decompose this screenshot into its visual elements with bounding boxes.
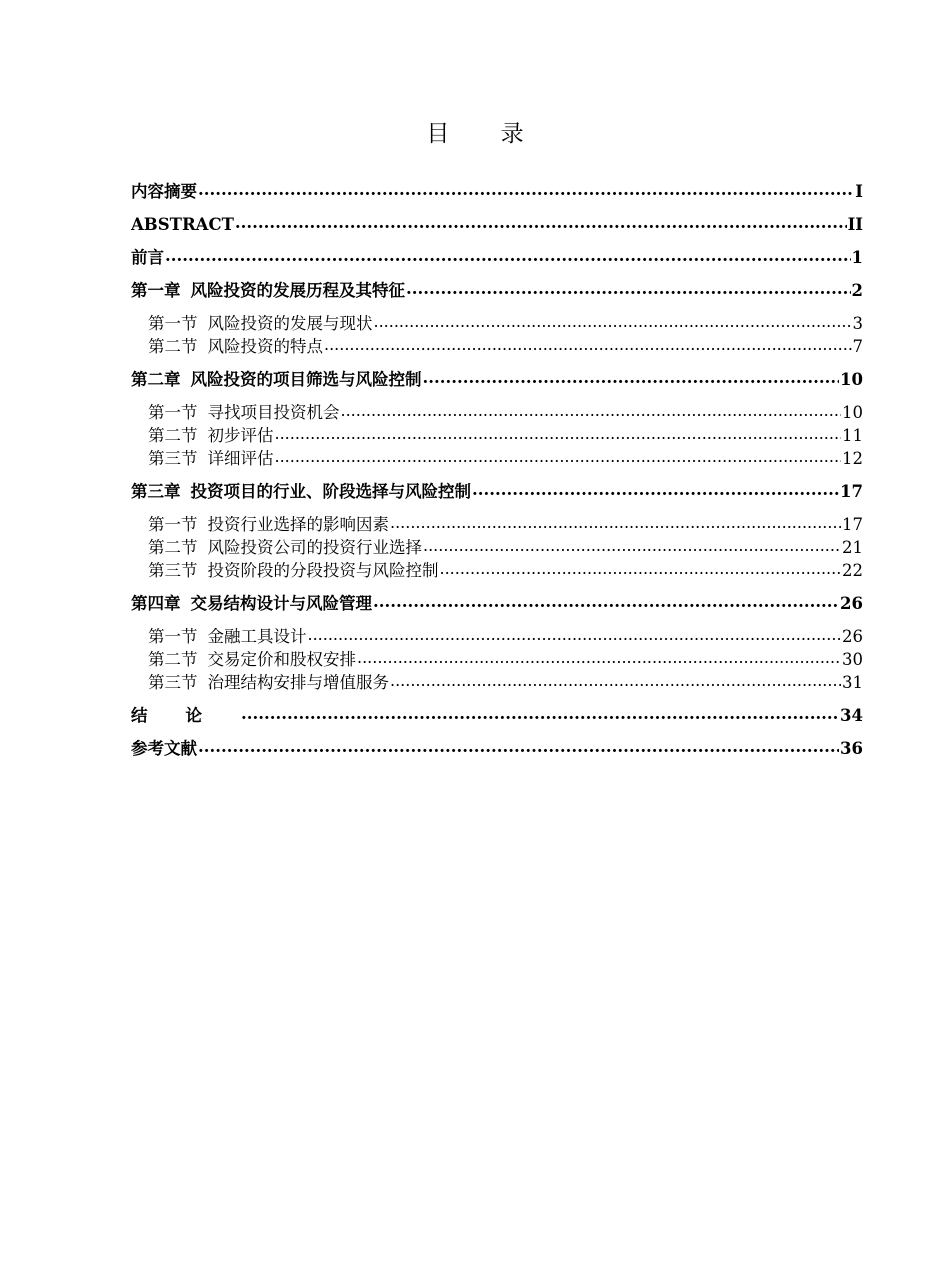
toc-page-number: I	[855, 182, 863, 201]
toc-page-number: 26	[842, 627, 863, 646]
toc-page-number: 26	[840, 594, 863, 613]
dot-leader	[390, 514, 841, 531]
toc-entry-label	[148, 447, 274, 470]
toc-entry-text: ABSTRACT	[131, 215, 234, 234]
toc-entry-label	[148, 625, 307, 648]
toc-entry-text: 风险投资的发展历程及其特征	[190, 281, 405, 300]
toc-entry-text: 风险投资公司的投资行业选择	[207, 538, 422, 557]
toc-chapter-entry[interactable]	[131, 279, 863, 302]
toc-chapter-entry[interactable]	[131, 368, 863, 391]
toc-entry-number: 第二节	[148, 538, 198, 557]
dot-leader	[308, 626, 842, 643]
toc-section-entry[interactable]	[131, 536, 863, 559]
toc-entry-label	[131, 592, 372, 615]
toc-entry-text: 前言	[131, 248, 164, 267]
dot-leader	[198, 181, 854, 198]
toc-entry-text: 投资阶段的分段投资与风险控制	[207, 561, 439, 580]
toc-entry-text: 投资行业选择的影响因素	[207, 515, 389, 534]
toc-entry-number: 第二章	[131, 370, 181, 389]
toc-page-number: II	[847, 215, 863, 234]
toc-page-number: 22	[842, 561, 863, 580]
toc-title: 目 录	[426, 121, 546, 147]
toc-chapter-entry[interactable]	[131, 180, 863, 203]
dot-leader	[423, 369, 840, 386]
toc-entry-number: 第一节	[148, 515, 198, 534]
dot-leader	[275, 448, 842, 465]
toc-chapter-entry[interactable]	[131, 246, 863, 269]
dot-leader	[275, 425, 842, 442]
toc-entry-text: 风险投资的特点	[207, 337, 323, 356]
toc-page-number: 34	[840, 706, 863, 725]
toc-entry-number: 第三节	[148, 561, 198, 580]
toc-entry-text: 治理结构安排与增值服务	[207, 673, 389, 692]
toc-entry-label	[131, 180, 197, 203]
toc-entry-label	[131, 704, 240, 727]
dot-leader	[440, 560, 842, 577]
toc-entry-label	[148, 559, 439, 582]
toc-page-number: 1	[851, 248, 863, 267]
toc-entry-number: 第一节	[148, 627, 198, 646]
toc-entry-text: 结论	[131, 706, 240, 725]
toc-entry-label	[148, 312, 373, 335]
toc-entry-number: 第二节	[148, 426, 198, 445]
toc-entry-label	[148, 401, 340, 424]
toc-page-number: 17	[842, 515, 863, 534]
toc-page-number: 2	[851, 281, 863, 300]
toc-page-number: 12	[842, 449, 863, 468]
toc-page-number: 11	[842, 426, 863, 445]
toc-section-entry[interactable]	[131, 401, 863, 424]
toc-page-number: 31	[842, 673, 863, 692]
toc-entry-label	[148, 671, 389, 694]
dot-leader	[406, 280, 851, 297]
toc-entry-text: 寻找项目投资机会	[207, 403, 340, 422]
toc-entry-number: 第一节	[148, 314, 198, 333]
toc-entry-label	[148, 513, 389, 536]
toc-section-entry[interactable]	[131, 648, 863, 671]
toc-entry-text: 初步评估	[207, 426, 274, 445]
toc-page-number: 10	[840, 370, 863, 389]
toc-entry-label	[131, 480, 471, 503]
dot-leader	[374, 313, 852, 330]
toc-entry-text: 投资项目的行业、阶段选择与风险控制	[190, 482, 471, 501]
toc-chapter-entry[interactable]	[131, 213, 863, 236]
dot-leader	[165, 247, 851, 264]
table-of-contents	[131, 180, 863, 760]
dot-leader	[235, 214, 847, 231]
toc-page-number: 7	[852, 337, 863, 356]
toc-entry-label	[131, 737, 197, 760]
dot-leader	[341, 402, 842, 419]
toc-entry-number: 第三节	[148, 449, 198, 468]
toc-section-entry[interactable]	[131, 559, 863, 582]
toc-section-entry[interactable]	[131, 424, 863, 447]
toc-entry-label	[148, 424, 274, 447]
toc-entry-text: 内容摘要	[131, 182, 197, 201]
dot-leader	[472, 481, 839, 498]
toc-entry-label	[131, 213, 234, 236]
toc-chapter-entry[interactable]	[131, 737, 863, 760]
toc-entry-number: 第三章	[131, 482, 181, 501]
toc-entry-number: 第一节	[148, 403, 198, 422]
toc-section-entry[interactable]	[131, 447, 863, 470]
toc-entry-text: 风险投资的发展与现状	[207, 314, 373, 333]
dot-leader	[324, 336, 852, 353]
toc-entry-label	[148, 536, 422, 559]
toc-entry-text: 详细评估	[207, 449, 274, 468]
dot-leader	[390, 672, 841, 689]
toc-page-number: 3	[852, 314, 863, 333]
toc-entry-number: 第二节	[148, 337, 198, 356]
toc-section-entry[interactable]	[131, 312, 863, 335]
toc-chapter-entry[interactable]	[131, 592, 863, 615]
toc-page-number: 36	[840, 739, 863, 758]
dot-leader	[423, 537, 841, 554]
toc-section-entry[interactable]	[131, 625, 863, 648]
toc-page-number: 10	[842, 403, 863, 422]
toc-page-number: 30	[842, 650, 863, 669]
toc-entry-text: 交易定价和股权安排	[207, 650, 356, 669]
toc-entry-label	[148, 335, 323, 358]
toc-chapter-entry[interactable]	[131, 704, 863, 727]
toc-chapter-entry[interactable]	[131, 480, 863, 503]
toc-entry-text: 交易结构设计与风险管理	[190, 594, 372, 613]
toc-section-entry[interactable]	[131, 335, 863, 358]
dot-leader	[241, 705, 839, 722]
toc-page-number: 21	[842, 538, 863, 557]
toc-section-entry[interactable]	[131, 513, 863, 536]
toc-section-entry[interactable]	[131, 671, 863, 694]
dot-leader	[357, 649, 841, 666]
dot-leader	[198, 738, 839, 755]
toc-entry-text: 风险投资的项目筛选与风险控制	[190, 370, 422, 389]
toc-entry-label	[131, 368, 422, 391]
toc-entry-label	[131, 279, 405, 302]
toc-entry-text: 金融工具设计	[207, 627, 307, 646]
toc-entry-number: 第一章	[131, 281, 181, 300]
toc-entry-number: 第四章	[131, 594, 181, 613]
toc-entry-label	[131, 246, 164, 269]
toc-entry-number: 第二节	[148, 650, 198, 669]
toc-entry-label	[148, 648, 356, 671]
toc-page-number: 17	[840, 482, 863, 501]
toc-entry-number: 第三节	[148, 673, 198, 692]
dot-leader	[373, 593, 839, 610]
toc-entry-text: 参考文献	[131, 739, 197, 758]
